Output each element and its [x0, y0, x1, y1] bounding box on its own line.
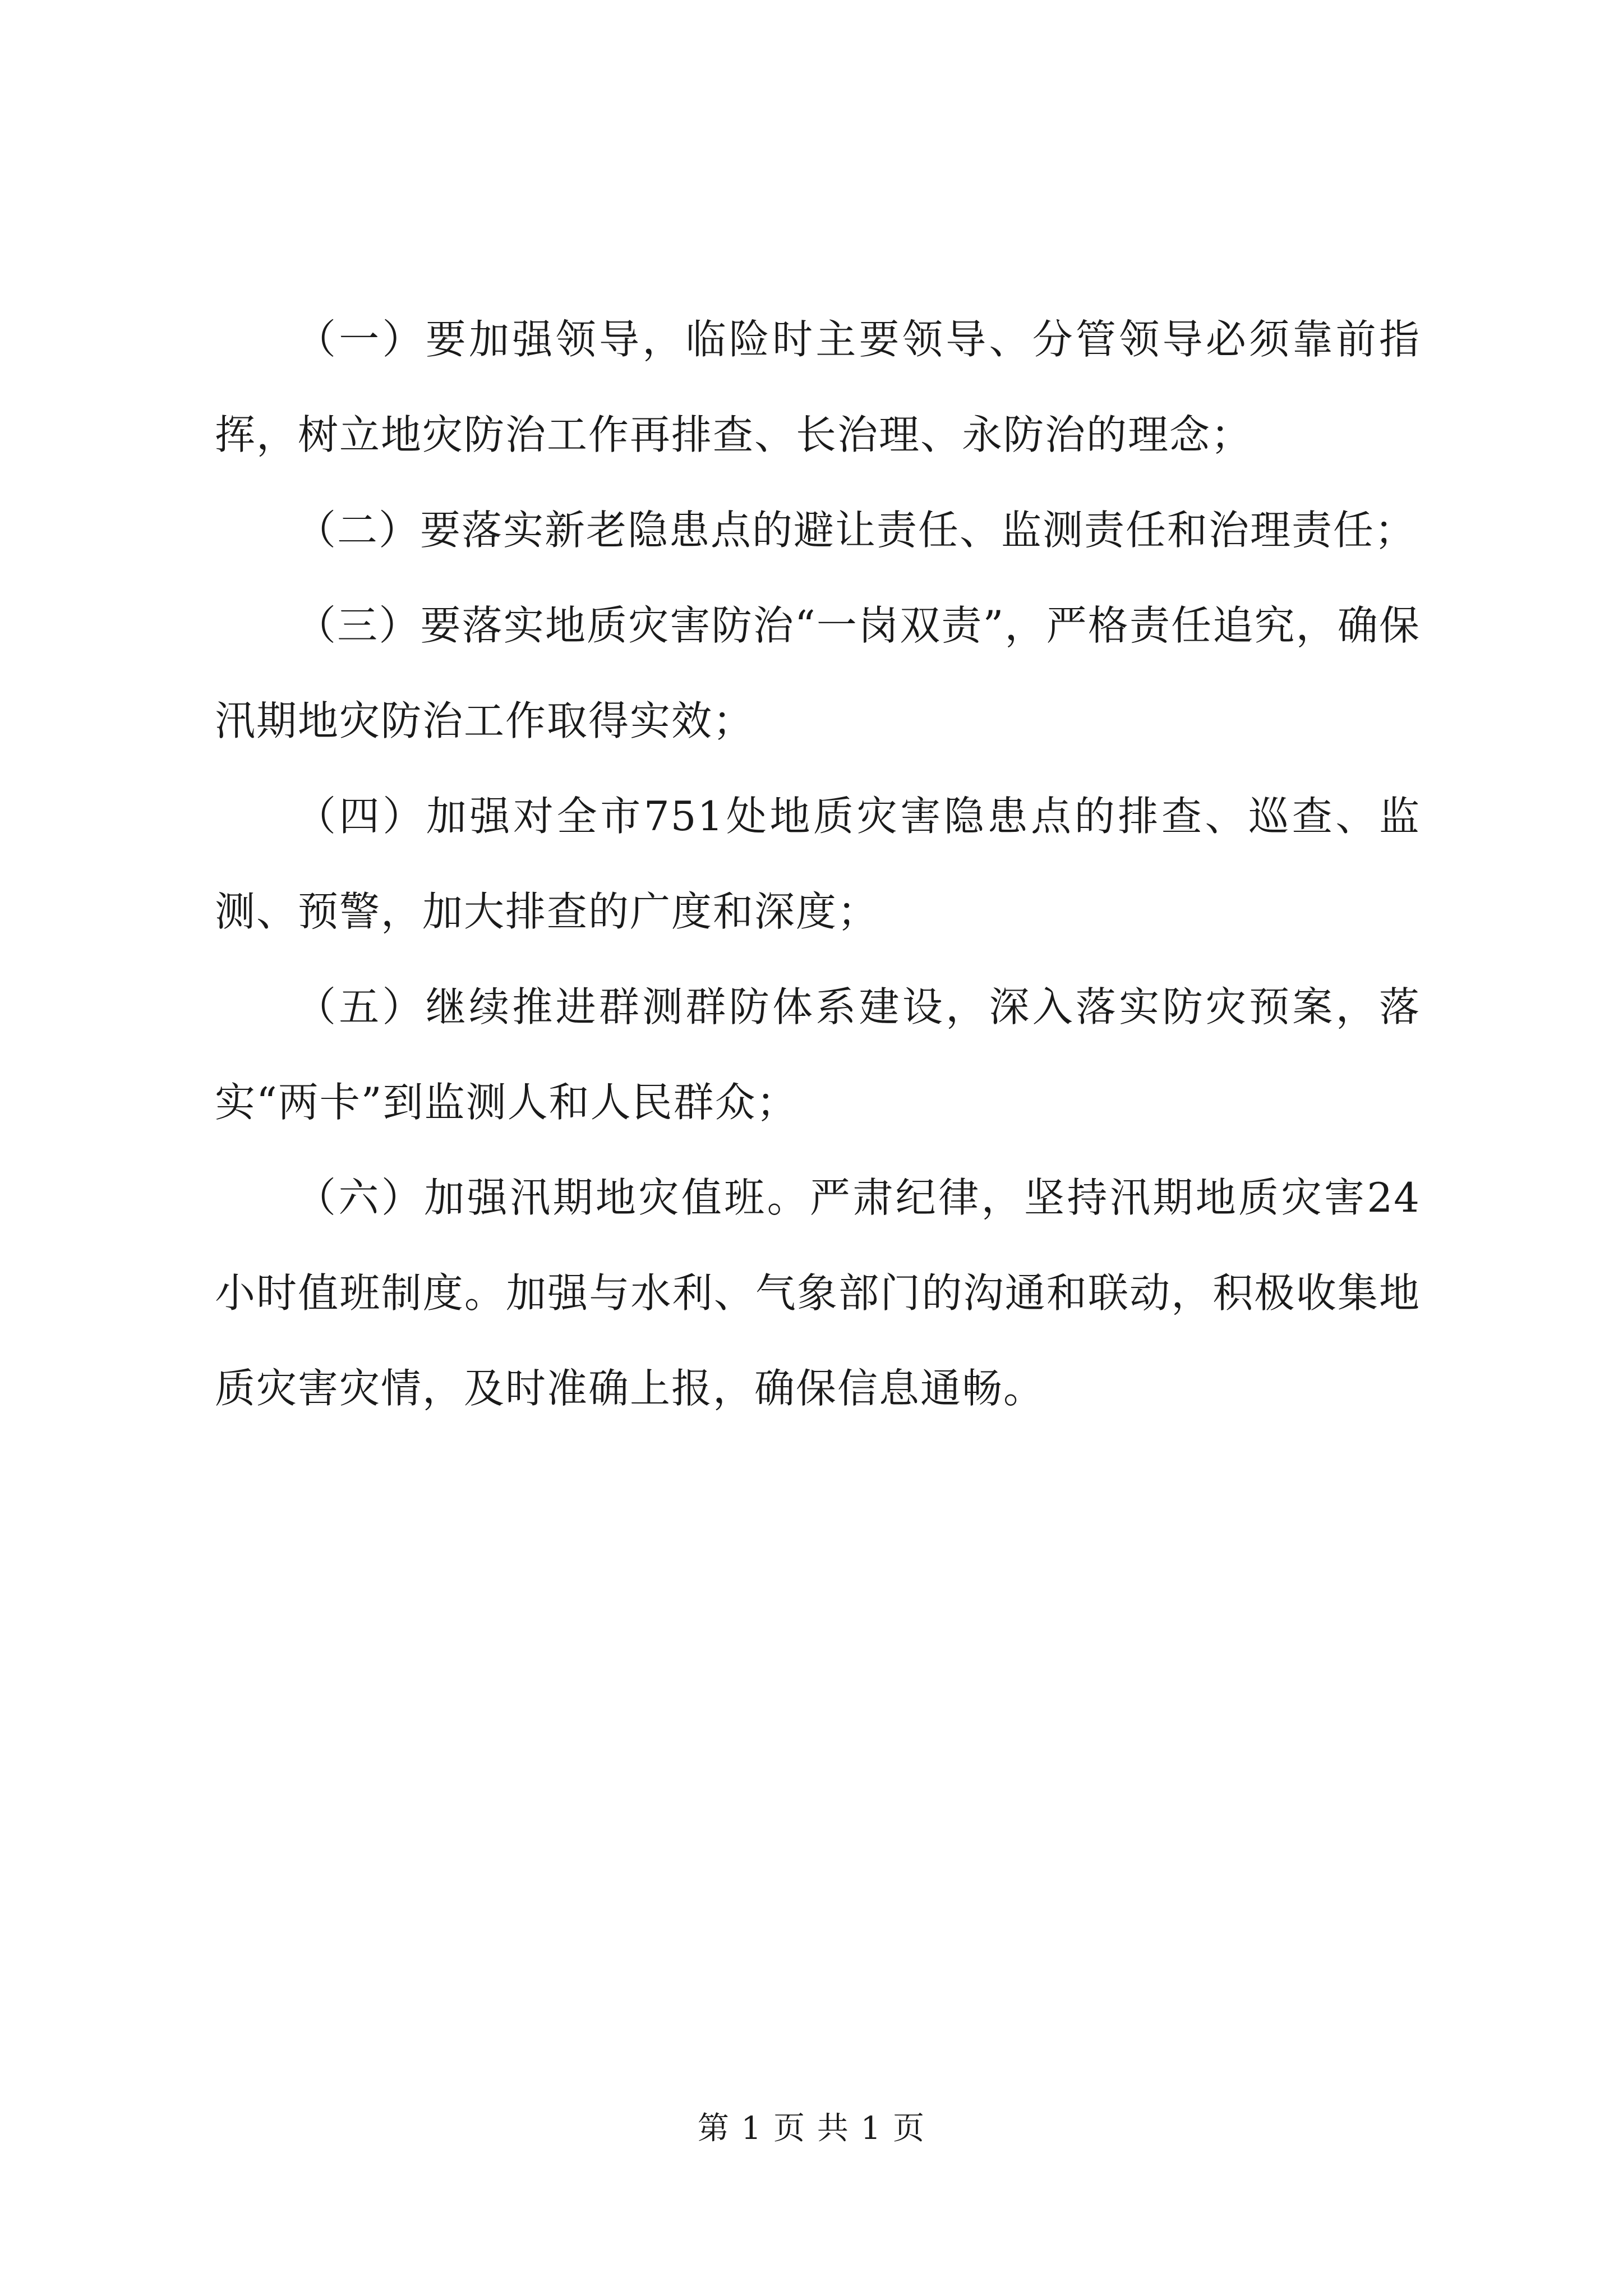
document-body	[215, 292, 1421, 1436]
paragraph-1: （一）要加强领导，临险时主要领导、分管领导必须靠前指挥，树立地灾防治工作再排查、长治理、永防治的理念；	[215, 316, 1421, 458]
paragraph-6: （六）加强汛期地灾值班。严肃纪律，坚持汛期地质灾害24小时值班制度。加强与水利、气象部门的沟通和联动，积极收集地质灾害灾情，及时准确上报，确保信息通畅。	[215, 1174, 1421, 1412]
page-footer: 第 1 页 共 1 页	[697, 2110, 926, 2147]
paragraph-3: （三）要落实地质灾害防治“一岗双责”，严格责任追究，确保汛期地灾防治工作取得实效；	[215, 602, 1421, 744]
paragraph-2: （二）要落实新老隐患点的避让责任、监测责任和治理责任；	[296, 507, 1417, 554]
paragraph-5: （五）继续推进群测群防体系建设，深入落实防灾预案，落实“两卡”到监测人和人民群众；	[215, 983, 1421, 1126]
paragraph-4: （四）加强对全市751处地质灾害隐患点的排查、巡查、监测、预警，加大排查的广度和深度；	[215, 793, 1421, 935]
